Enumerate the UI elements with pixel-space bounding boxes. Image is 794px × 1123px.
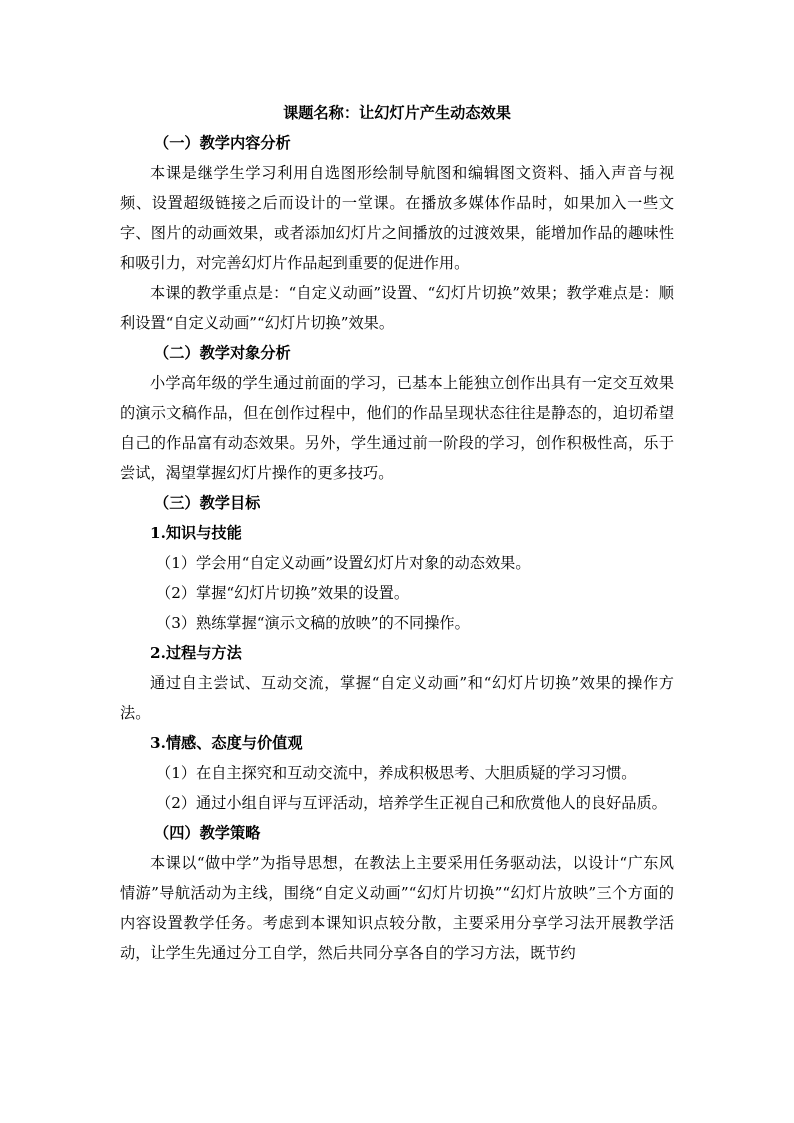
- list-item-emotion-2: （2）通过小组自评与互评活动，培养学生正视自己和欣赏他人的良好品质。: [156, 794, 667, 812]
- document-title: 课题名称：让幻灯片产生动态效果: [283, 104, 511, 122]
- paragraph-content-analysis-1: 本课是继学生学习利用自选图形绘制导航图和编辑图文资料、插入声音与视频、设置超级链接之后而设计的一堂课。在播放多媒体作品时，如果加入一些文字、图片的动画效果，或者添加幻灯片之间播放的过渡效果，能增加作品的趣味性和吸引力，对完善幻灯片作品起到重要的促进作用。: [120, 164, 674, 272]
- subheading-process-methods: 2.过程与方法: [150, 644, 242, 662]
- list-item-emotion-1: （1）在自主探究和互动交流中，养成积极思考、大胆质疑的学习习惯。: [156, 764, 637, 782]
- section-heading-teaching-strategy: （四）教学策略: [154, 824, 261, 842]
- section-heading-teaching-goals: （三）教学目标: [154, 494, 261, 512]
- list-item-goal-1: （1）学会用“自定义动画”设置幻灯片对象的动态效果。: [156, 554, 531, 572]
- list-item-goal-3: （3）熟练掌握“演示文稿的放映”的不同操作。: [156, 614, 470, 632]
- subheading-emotion-values: 3.情感、态度与价值观: [150, 734, 303, 752]
- document-body: [120, 98, 674, 968]
- section-heading-student-analysis: （二）教学对象分析: [154, 344, 291, 362]
- list-item-goal-2: （2）掌握“幻灯片切换”效果的设置。: [156, 584, 410, 602]
- paragraph-student-analysis: 小学高年级的学生通过前面的学习，已基本上能独立创作出具有一定交互效果的演示文稿作品，但在创作过程中，他们的作品呈现状态往往是静态的，迫切希望自己的作品富有动态效果。另外，学生通过前一阶段的学习，创作积极性高，乐于尝试，渴望掌握幻灯片操作的更多技巧。: [120, 374, 674, 482]
- paragraph-process-methods: 通过自主尝试、互动交流，掌握“自定义动画”和“幻灯片切换”效果的操作方法。: [120, 674, 674, 722]
- paragraph-teaching-strategy: 本课以“做中学”为指导思想，在教法上主要采用任务驱动法，以设计“广东风情游”导航活动为主线，围绕“自定义动画”“幻灯片切换”“幻灯片放映”三个方面的内容设置教学任务。考虑到本课知识点较分散，主要采用分享学习法开展教学活动，让学生先通过分工自学，然后共同分享各自的学习方法，既节约: [120, 854, 674, 962]
- section-heading-content-analysis: （一）教学内容分析: [154, 134, 291, 152]
- subheading-knowledge-skills: 1.知识与技能: [150, 524, 242, 542]
- paragraph-content-analysis-2: 本课的教学重点是：“自定义动画”设置、“幻灯片切换”效果；教学难点是：顺利设置“自定义动画”“幻灯片切换”效果。: [120, 284, 674, 332]
